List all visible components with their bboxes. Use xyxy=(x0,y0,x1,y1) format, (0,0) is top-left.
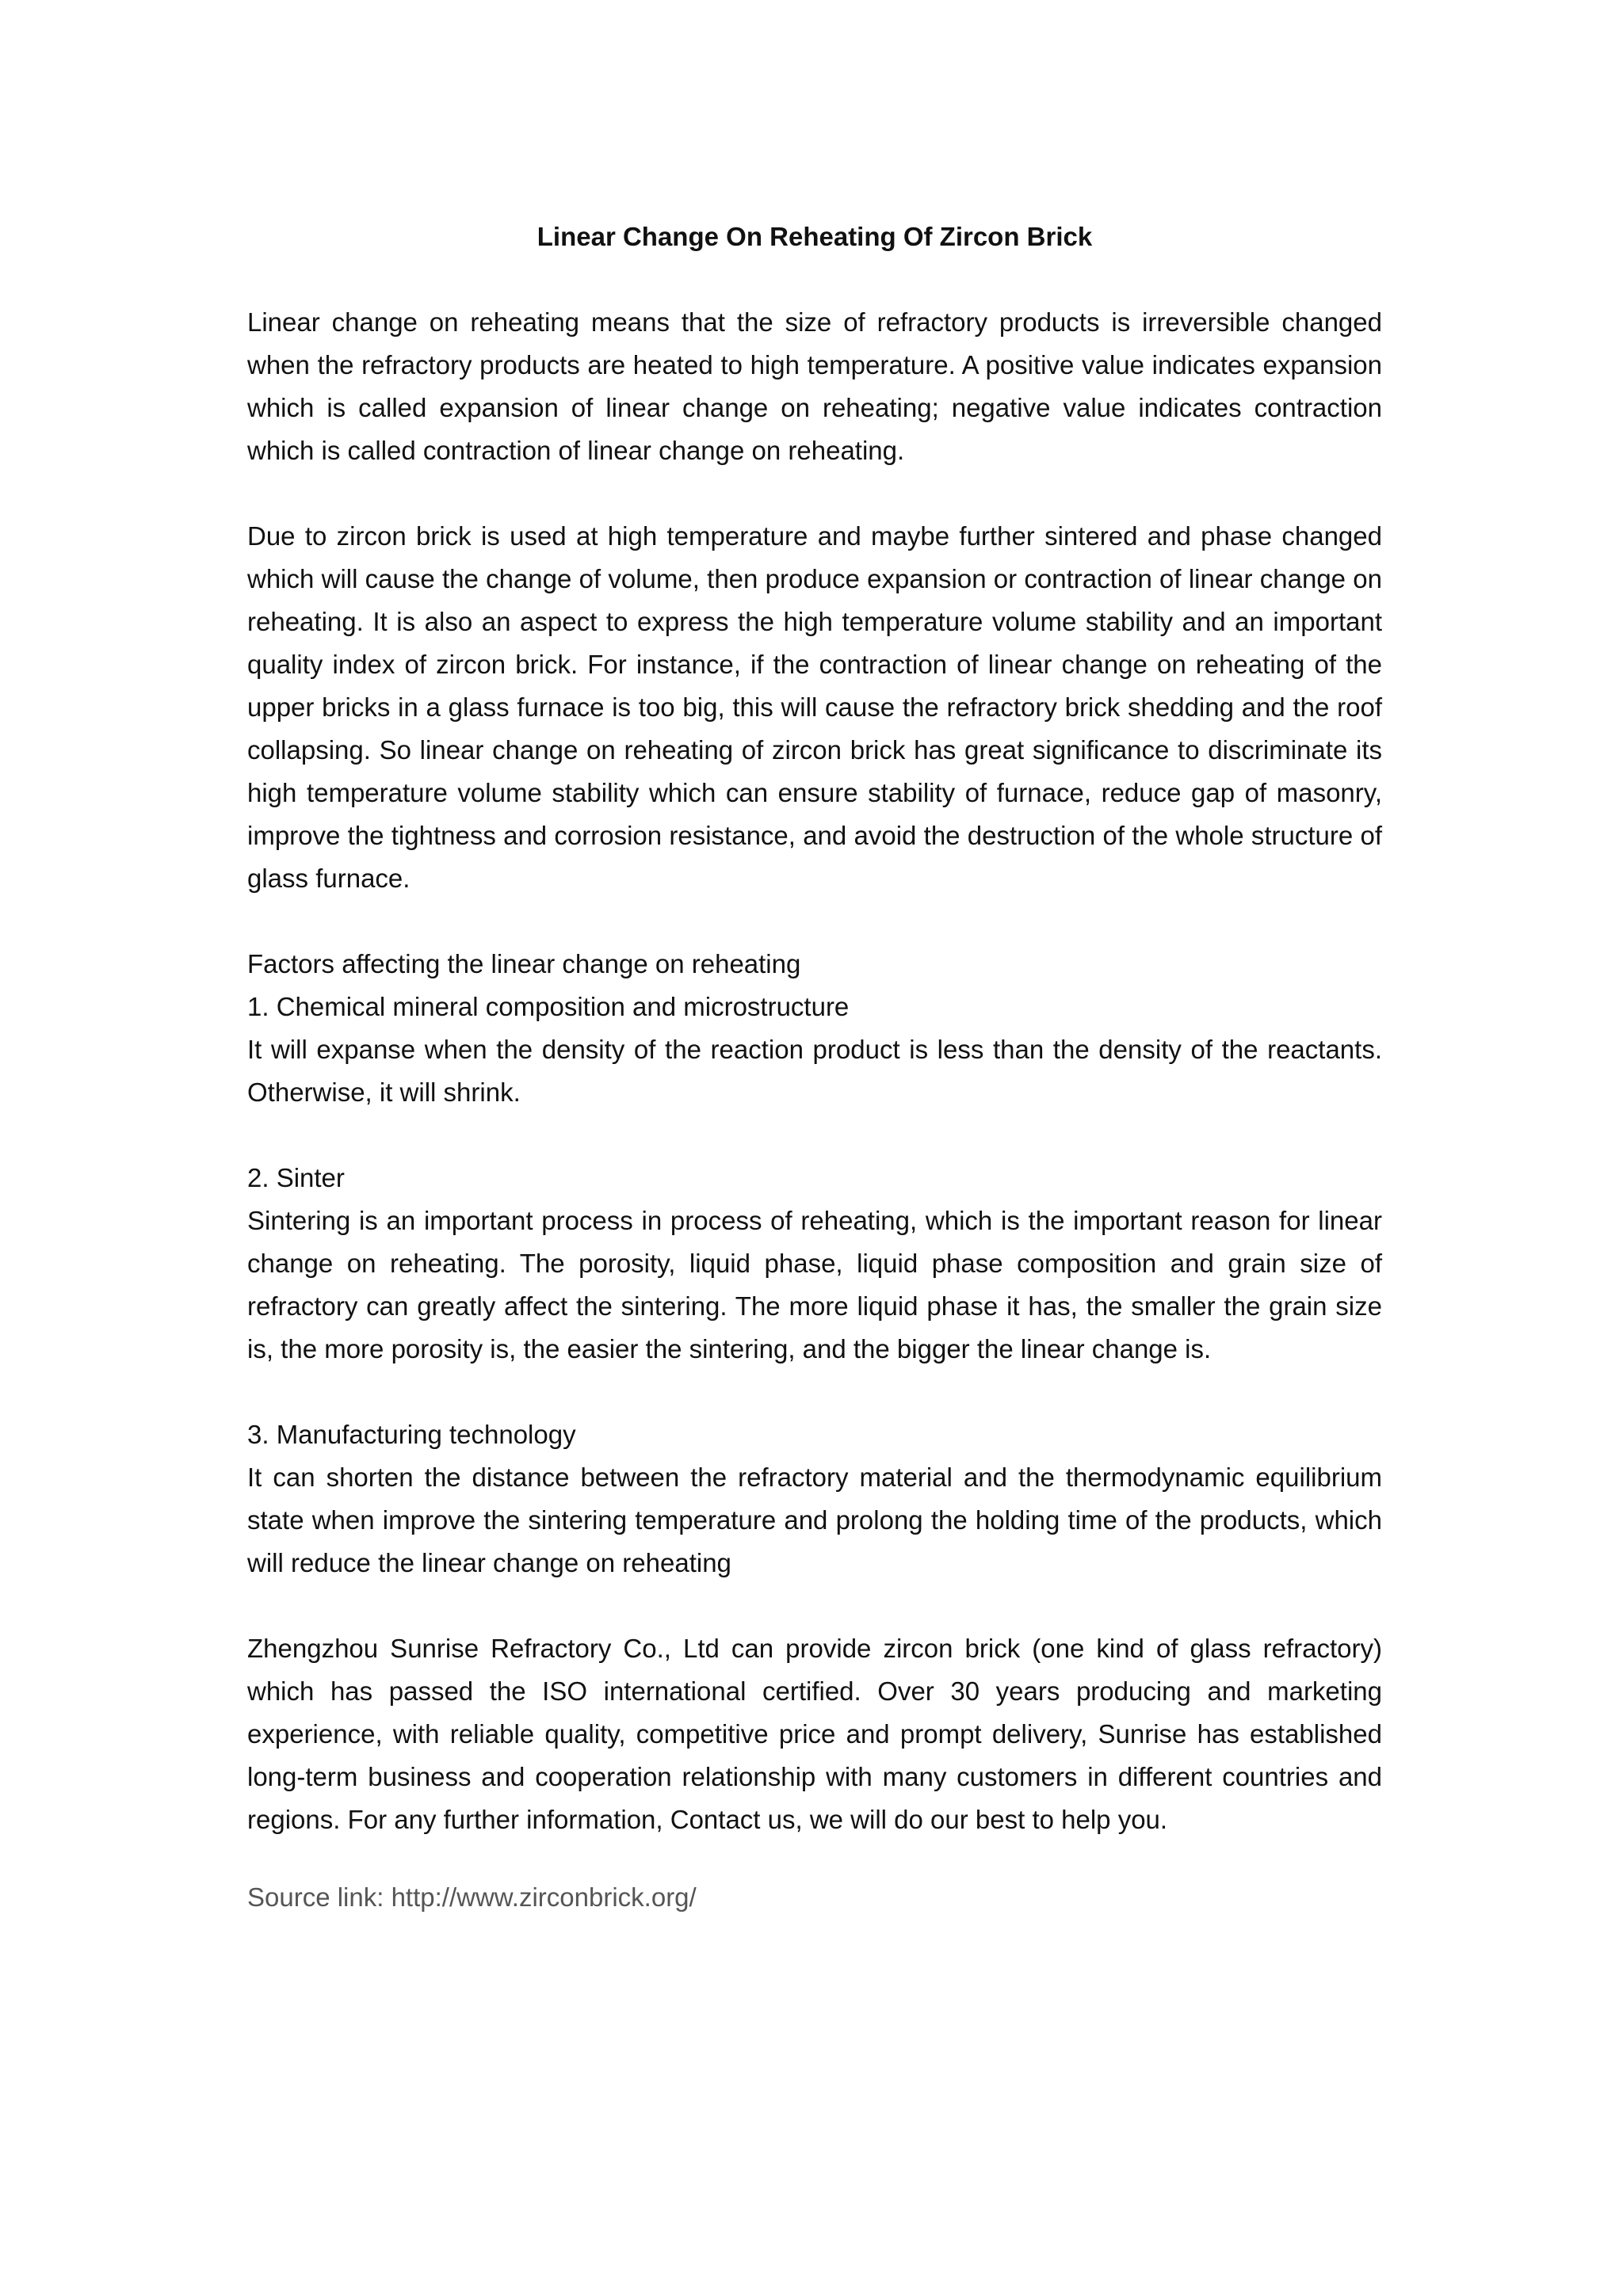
factor2-heading: 2. Sinter xyxy=(247,1163,345,1192)
factor1-heading: 1. Chemical mineral composition and microstructure xyxy=(247,992,850,1021)
factor1-paragraph: It will expanse when the density of the reaction product is less than the density of the reactants. Otherwise, it will shrink. xyxy=(247,1035,1382,1107)
document-body xyxy=(247,215,1382,1919)
paragraph-spacer xyxy=(247,900,1382,943)
factor2-paragraph: Sintering is an important process in process of reheating, which is the important reason for linear change on reheating. The porosity, liquid phase, liquid phase composition and grain size of refractory can greatly affect the sintering. The more liquid phase it has, the smaller the grain size is, the more porosity is, the easier the sintering, and the bigger the linear change is. xyxy=(247,1206,1382,1363)
source-link[interactable]: Source link: http://www.zirconbrick.org/ xyxy=(247,1882,697,1912)
document-title: Linear Change On Reheating Of Zircon Brick xyxy=(537,222,1093,251)
factor3-heading: 3. Manufacturing technology xyxy=(247,1420,576,1449)
company-paragraph: Zhengzhou Sunrise Refractory Co., Ltd can provide zircon brick (one kind of glass refractory) which has passed the ISO international certified. Over 30 years producing and marketing experience, with reliable quality, competitive price and prompt delivery, Sunrise has established long-term business and cooperation relationship with many customers in different countries and regions. For any further information, Contact us, we will do our best to help you. xyxy=(247,1634,1382,1834)
importance-paragraph: Due to zircon brick is used at high temperature and maybe further sintered and phase changed which will cause the change of volume, then produce expansion or contraction of linear change on reheating. It is also an aspect to express the high temperature volume stability and an important quality index of zircon brick. For instance, if the contraction of linear change on reheating of the upper bricks in a glass furnace is too big, this will cause the refractory brick shedding and the roof collapsing. So linear change on reheating of zircon brick has great significance to discriminate its high temperature volume stability which can ensure stability of furnace, reduce gap of masonry, improve the tightness and corrosion resistance, and avoid the destruction of the whole structure of glass furnace. xyxy=(247,521,1382,893)
factors-heading: Factors affecting the linear change on reheating xyxy=(247,949,801,978)
intro-paragraph: Linear change on reheating means that the size of refractory products is irreversible changed when the refractory products are heated to high temperature. A positive value indicates expansion which is called expansion of linear change on reheating; negative value indicates contraction which is called contraction of linear change on reheating. xyxy=(247,307,1382,465)
factor3-paragraph: It can shorten the distance between the refractory material and the thermodynamic equilibrium state when improve the sintering temperature and prolong the holding time of the products, which will reduce the linear change on reheating xyxy=(247,1463,1382,1577)
paragraph-spacer xyxy=(247,1114,1382,1157)
paragraph-spacer xyxy=(247,1371,1382,1413)
paragraph-spacer xyxy=(247,472,1382,515)
paragraph-spacer xyxy=(247,1585,1382,1627)
